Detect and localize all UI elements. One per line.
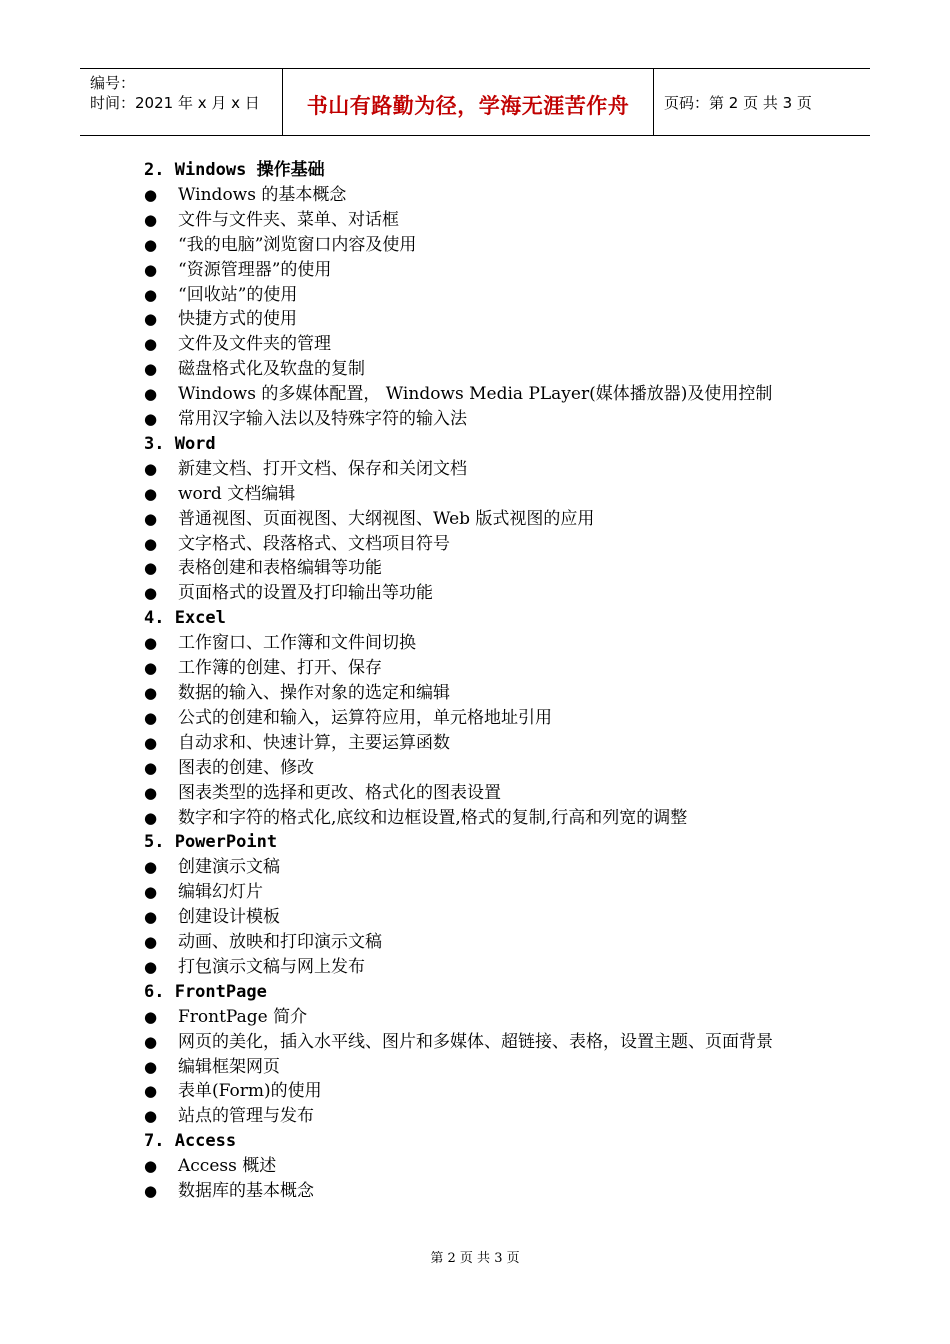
bullet-icon: ● xyxy=(144,908,158,927)
list-item-text: 自动求和、快速计算，主要运算函数 xyxy=(178,732,450,753)
list-item xyxy=(144,1104,804,1129)
list-item-text: 常用汉字输入法以及特殊字符的输入法 xyxy=(178,409,467,430)
list-item xyxy=(144,1055,804,1080)
bullet-icon: ● xyxy=(144,584,158,603)
bullet-icon: ● xyxy=(144,360,158,379)
list-item-text: 编辑框架网页 xyxy=(178,1056,280,1077)
list-item-text: 图表的创建、修改 xyxy=(178,757,314,778)
list-item xyxy=(144,258,804,283)
list-item-text: 文字格式、段落格式、文档项目符号 xyxy=(178,533,450,554)
list-item xyxy=(144,283,804,308)
list-item-text: “回收站”的使用 xyxy=(178,284,298,305)
list-item xyxy=(144,208,804,233)
bullet-icon: ● xyxy=(144,185,158,204)
bullet-icon: ● xyxy=(144,310,158,329)
bullet-icon: ● xyxy=(144,509,158,528)
list-item xyxy=(144,1030,804,1055)
number-label: 编号： xyxy=(90,74,136,92)
list-item-text: 数字和字符的格式化,底纹和边框设置,格式的复制,行高和列宽的调整 xyxy=(178,807,688,828)
bullet-icon: ● xyxy=(144,1057,158,1076)
bullet-icon: ● xyxy=(144,1157,158,1176)
bullet-icon: ● xyxy=(144,285,158,304)
list-item xyxy=(144,1179,804,1204)
list-item-text: 表格创建和表格编辑等功能 xyxy=(178,558,382,579)
bullet-icon: ● xyxy=(144,1007,158,1026)
list-item-text: 动画、放映和打印演示文稿 xyxy=(178,932,382,953)
bullet-icon: ● xyxy=(144,659,158,678)
list-item-text: 网页的美化，插入水平线、图片和多媒体、超链接、表格，设置主题、页面背景 xyxy=(178,1031,773,1052)
list-item-text: 新建文档、打开文档、保存和关闭文档 xyxy=(178,458,467,479)
list-item xyxy=(144,806,804,831)
list-item-text: 编辑幻灯片 xyxy=(178,882,263,903)
list-item-text: 数据库的基本概念 xyxy=(178,1181,314,1202)
list-item-text: 页面格式的设置及打印输出等功能 xyxy=(178,583,433,604)
list-item-text: 数据的输入、操作对象的选定和编辑 xyxy=(178,682,450,703)
bullet-icon: ● xyxy=(144,933,158,952)
list-item xyxy=(144,1079,804,1104)
list-item-text: word 文档编辑 xyxy=(178,483,296,504)
list-item xyxy=(144,183,804,208)
list-item-text: “资源管理器”的使用 xyxy=(178,259,332,280)
list-item xyxy=(144,357,804,382)
list-item-text: 公式的创建和输入，运算符应用，单元格地址引用 xyxy=(178,707,552,728)
list-item-text: 文件与文件夹、菜单、对话框 xyxy=(178,209,399,230)
list-item xyxy=(144,855,804,880)
bullet-icon: ● xyxy=(144,1032,158,1051)
list-item xyxy=(144,482,804,507)
bullet-icon: ● xyxy=(144,559,158,578)
list-item xyxy=(144,382,804,407)
list-item-text: 文件及文件夹的管理 xyxy=(178,334,331,355)
section-title: 7. Access xyxy=(144,1131,237,1152)
bullet-icon: ● xyxy=(144,235,158,254)
bullet-icon: ● xyxy=(144,708,158,727)
bullet-icon: ● xyxy=(144,783,158,802)
bullet-icon: ● xyxy=(144,335,158,354)
list-item xyxy=(144,681,804,706)
bullet-icon: ● xyxy=(144,957,158,976)
list-item xyxy=(144,507,804,532)
list-item xyxy=(144,1154,804,1179)
list-item xyxy=(144,233,804,258)
list-item-text: Windows 的基本概念 xyxy=(178,184,347,205)
list-item xyxy=(144,706,804,731)
bullet-icon: ● xyxy=(144,758,158,777)
outline-content xyxy=(144,158,804,1204)
list-item-text: Access 概述 xyxy=(178,1156,277,1177)
list-item-text: Windows 的多媒体配置， Windows Media PLayer(媒体播放器)及使用控制 xyxy=(178,384,773,405)
section-title: 2. Windows 操作基础 xyxy=(144,160,325,180)
list-item xyxy=(144,781,804,806)
bullet-icon: ● xyxy=(144,385,158,404)
list-item-text: 表单(Form)的使用 xyxy=(178,1081,322,1102)
list-item xyxy=(144,457,804,482)
list-item xyxy=(144,532,804,557)
list-item xyxy=(144,307,804,332)
list-item xyxy=(144,631,804,656)
bullet-icon: ● xyxy=(144,1182,158,1201)
bullet-icon: ● xyxy=(144,1107,158,1126)
list-item xyxy=(144,756,804,781)
list-item xyxy=(144,656,804,681)
time-label: 时间：2021 年 x 月 x 日 xyxy=(90,94,260,112)
bullet-icon: ● xyxy=(144,410,158,429)
bullet-icon: ● xyxy=(144,634,158,653)
list-item-text: 创建演示文稿 xyxy=(178,857,280,878)
list-item-text: 站点的管理与发布 xyxy=(178,1106,314,1127)
list-item xyxy=(144,930,804,955)
page-footer: 第 2 页 共 3 页 xyxy=(430,1251,520,1266)
section-title: 3. Word xyxy=(144,433,216,454)
bullet-icon: ● xyxy=(144,1082,158,1101)
bullet-icon: ● xyxy=(144,484,158,503)
list-item-text: 打包演示文稿与网上发布 xyxy=(178,956,365,977)
bullet-icon: ● xyxy=(144,459,158,478)
list-item-text: “我的电脑”浏览窗口内容及使用 xyxy=(178,234,417,255)
header-motto: 书山有路勤为径，学海无涯苦作舟 xyxy=(282,69,654,135)
list-item-text: FrontPage 简介 xyxy=(178,1006,308,1027)
bullet-icon: ● xyxy=(144,883,158,902)
page-header xyxy=(80,68,870,136)
section-title: 4. Excel xyxy=(144,608,226,629)
list-item-text: 普通视图、页面视图、大纲视图、Web 版式视图的应用 xyxy=(178,508,595,529)
list-item xyxy=(144,905,804,930)
bullet-icon: ● xyxy=(144,808,158,827)
list-item xyxy=(144,332,804,357)
bullet-icon: ● xyxy=(144,683,158,702)
list-item xyxy=(144,731,804,756)
list-item xyxy=(144,407,804,432)
list-item xyxy=(144,880,804,905)
bullet-icon: ● xyxy=(144,534,158,553)
list-item-text: 工作簿的创建、打开、保存 xyxy=(178,658,382,679)
section-title: 6. FrontPage xyxy=(144,981,267,1002)
bullet-icon: ● xyxy=(144,858,158,877)
list-item-text: 磁盘格式化及软盘的复制 xyxy=(178,359,365,380)
bullet-icon: ● xyxy=(144,733,158,752)
list-item-text: 快捷方式的使用 xyxy=(178,309,297,330)
list-item-text: 图表类型的选择和更改、格式化的图表设置 xyxy=(178,782,501,803)
list-item-text: 工作窗口、工作簿和文件间切换 xyxy=(178,633,416,654)
header-page-label: 页码：第 2 页 共 3 页 xyxy=(664,93,812,112)
bullet-icon: ● xyxy=(144,210,158,229)
list-item xyxy=(144,955,804,980)
section-title: 5. PowerPoint xyxy=(144,832,278,853)
list-item xyxy=(144,1005,804,1030)
list-item-text: 创建设计模板 xyxy=(178,907,280,928)
list-item xyxy=(144,556,804,581)
header-meta xyxy=(80,69,282,135)
bullet-icon: ● xyxy=(144,260,158,279)
list-item xyxy=(144,581,804,606)
